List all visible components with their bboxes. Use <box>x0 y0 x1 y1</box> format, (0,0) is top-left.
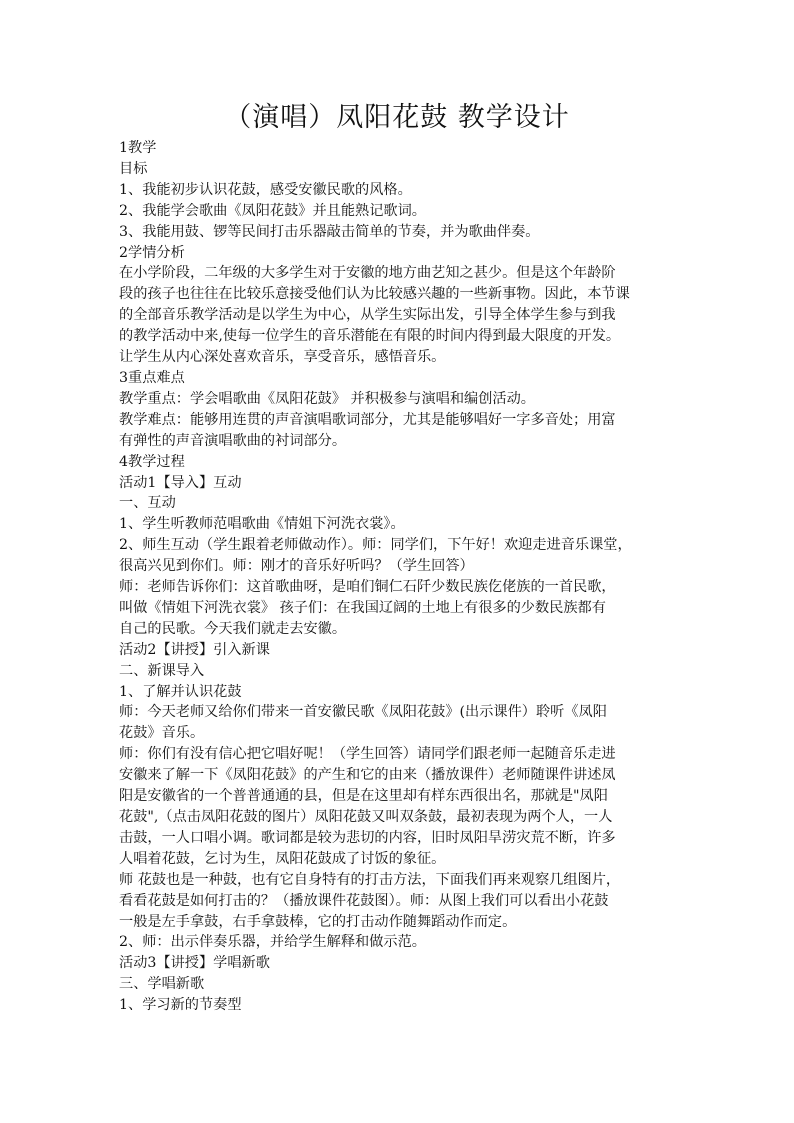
text-line: 师：老师告诉你们：这首歌曲呀，是咱们铜仁石阡少数民族仡佬族的一首民歌， <box>119 579 616 596</box>
text-line: 二、新课导入 <box>119 662 205 679</box>
text-line: 花鼓》音乐。 <box>119 725 205 742</box>
text-line: 2、师生互动（学生跟着老师做动作）。师：同学们，下午好！欢迎走进音乐课堂， <box>119 537 632 554</box>
text-line: 师 花鼓也是一种鼓，也有它自身特有的打击方法，下面我们再来观察几组图片， <box>119 871 621 888</box>
text-line: 一、互动 <box>119 495 176 512</box>
text-line: 在小学阶段，二年级的大多学生对于安徽的地方曲艺知之甚少。但是这个年龄阶 <box>119 265 616 282</box>
text-line: 花鼓",（点击凤阳花鼓的图片）凤阳花鼓又叫双条鼓，最初表现为两个人，一人 <box>119 809 613 825</box>
text-line: 叫做《情姐下河洗衣裳》 孩子们：在我国辽阔的土地上有很多的少数民族都有 <box>119 599 606 616</box>
text-line: 1、学生听教师范唱歌曲《情姐下河洗衣裳》。 <box>119 516 405 533</box>
text-line: 有弹性的声音演唱歌曲的衬词部分。 <box>119 432 347 449</box>
text-line: 2、师：出示伴奏乐器，并给学生解释和做示范。 <box>119 934 426 951</box>
text-line: 师：今天老师又给你们带来一首安徽民歌《凤阳花鼓》(出示课件）聆听《凤阳 <box>119 704 607 721</box>
text-line: 教学难点：能够用连贯的声音演唱歌词部分，尤其是能够唱好一字多音处；用富 <box>119 411 616 428</box>
text-line: 击鼓，一人口唱小调。歌词都是较为悲切的内容，旧时凤阳旱涝灾荒不断，许多 <box>119 829 616 846</box>
text-line: 让学生从内心深处喜欢音乐，享受音乐，感悟音乐。 <box>119 349 446 366</box>
text-line: 1、学习新的节奏型 <box>119 997 242 1014</box>
text-line: 教学重点：学会唱歌曲《凤阳花鼓》 并积极参与演唱和编创活动。 <box>119 390 535 407</box>
text-line: 安徽来了解一下《凤阳花鼓》的产生和它的由来（播放课件）老师随课件讲述凤 <box>119 767 616 784</box>
text-line: 活动2【讲授】引入新课 <box>119 641 270 658</box>
text-line: 师：你们有没有信心把它唱好呢！（学生回答）请同学们跟老师一起随音乐走进 <box>119 746 616 763</box>
text-line: 人唱着花鼓，乞讨为生，凤阳花鼓成了讨饭的象征。 <box>119 850 446 867</box>
text-line: 3重点难点 <box>119 369 185 386</box>
text-line: 自己的民歌。今天我们就走去安徽。 <box>119 620 347 637</box>
text-line: 阳是安徽省的一个普普通通的县，但是在这里却有样东西很出名，那就是"凤阳 <box>119 788 608 805</box>
text-line: 2、我能学会歌曲《凤阳花鼓》并且能熟记歌词。 <box>119 202 426 219</box>
text-line: 三、学唱新歌 <box>119 976 205 993</box>
text-line: 4教学过程 <box>119 453 185 470</box>
text-line: 目标 <box>119 160 148 177</box>
text-line: 的教学活动中来,使每一位学生的音乐潜能在有限的时间内得到最大限度的开发。 <box>119 328 621 345</box>
text-line: 的全部音乐教学活动是以学生为中心，从学生实际出发，引导全体学生参与到我 <box>119 307 616 324</box>
document-body <box>119 138 689 1016</box>
text-line: 一般是左手拿鼓，右手拿鼓棒，它的打击动作随舞蹈动作而定。 <box>119 913 517 930</box>
text-line: 1教学 <box>119 140 157 156</box>
text-line: 活动1【导入】互动 <box>119 474 242 491</box>
text-line: 活动3【讲授】学唱新歌 <box>119 955 270 972</box>
text-line: 很高兴见到你们。师：刚才的音乐好听吗？（学生回答） <box>119 558 474 575</box>
text-line: 3、我能用鼓、锣等民间打击乐器敲击简单的节奏，并为歌曲伴奏。 <box>119 223 540 240</box>
text-line: 2学情分析 <box>119 244 185 261</box>
text-line: 1、我能初步认识花鼓，感受安徽民歌的风格。 <box>119 181 412 198</box>
text-line: 段的孩子也往往在比较乐意接受他们认为比较感兴趣的一些新事物。因此，本节课 <box>119 286 630 303</box>
text-line: 看看花鼓是如何打击的？（播放课件花鼓图）。师：从图上我们可以看出小花鼓 <box>119 892 609 909</box>
text-line: 1、了解并认识花鼓 <box>119 683 242 700</box>
document-title: （演唱）凤阳花鼓 教学设计 <box>224 102 570 133</box>
